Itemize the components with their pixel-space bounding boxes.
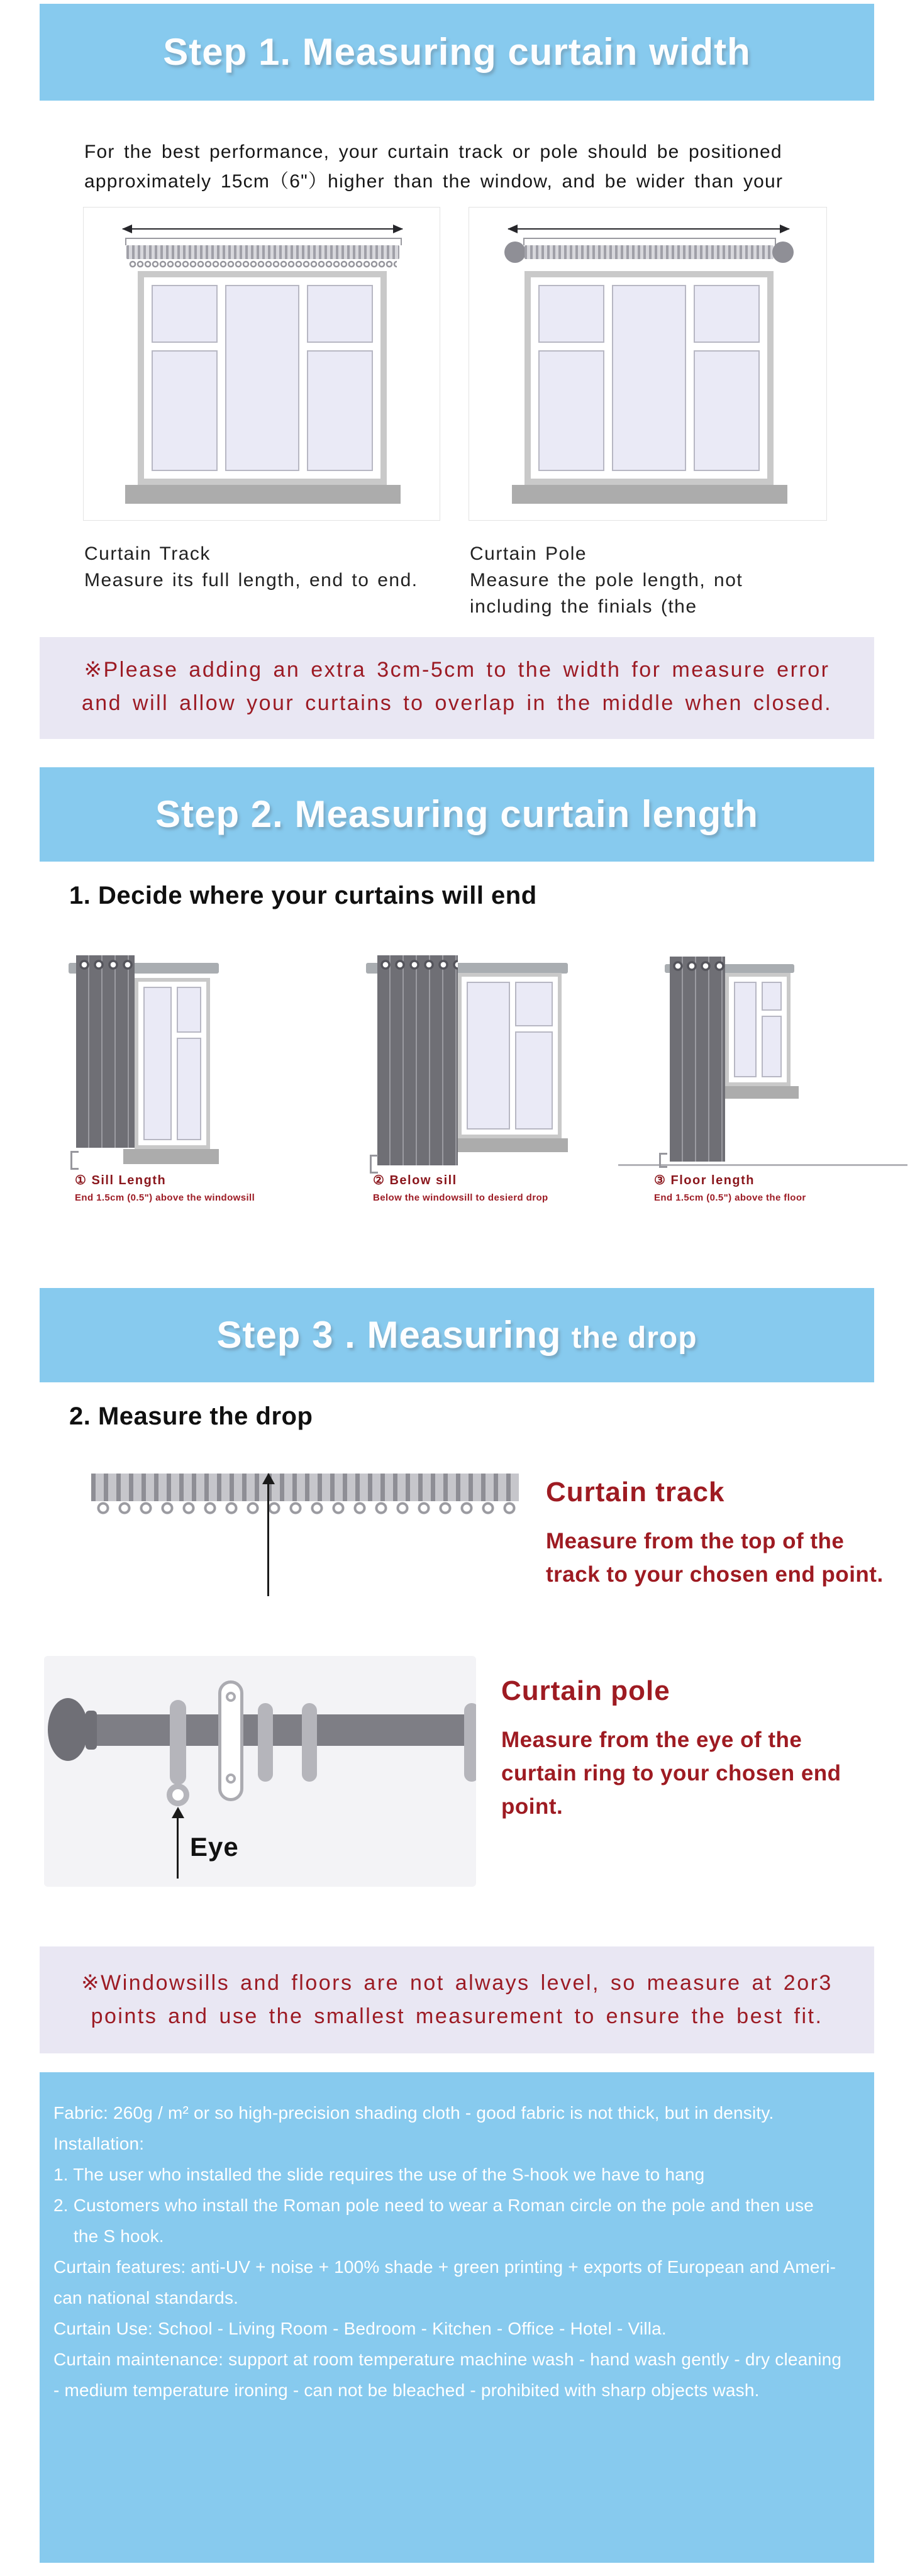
pole-finial-icon [48, 1698, 88, 1761]
windowsill-graphic [512, 485, 787, 504]
curtain-ring-icon [170, 1700, 186, 1785]
curtain-pole-heading: Curtain pole [501, 1675, 670, 1706]
step2-header-text: Step 2. Measuring curtain length [155, 793, 758, 835]
window-column [225, 285, 299, 471]
curtain-pole-instruction-line: curtain ring to your chosen end [501, 1761, 841, 1785]
window-column [467, 982, 510, 1130]
track-hooks-graphic [129, 259, 397, 269]
window-column [734, 982, 757, 1077]
option3-label: ③ Floor length [654, 1174, 755, 1187]
step2-header-banner [40, 767, 874, 862]
curtain-track-caption [84, 541, 418, 594]
window-pane [177, 1038, 201, 1140]
window-pane [694, 350, 760, 471]
curtain-pole-diagram-card [469, 207, 827, 521]
window-graphic [725, 973, 791, 1086]
measure-mark-icon [370, 1155, 378, 1174]
arrowhead-right-icon [780, 225, 790, 233]
curtain-panel-graphic [670, 957, 725, 1162]
window-column [612, 285, 686, 471]
window-column [694, 285, 760, 471]
width-note-box [40, 637, 874, 739]
measure-bracket-icon [523, 238, 776, 245]
curtain-track-instruction-line: track to your chosen end point. [546, 1562, 884, 1587]
option2-label: ② Below sill [373, 1174, 457, 1187]
window-column [515, 982, 553, 1130]
detail-line: Installation: [53, 2134, 145, 2153]
detail-line: 1. The user who installed the slide requires the use of the S-hook we have to hang [53, 2165, 705, 2184]
eye-label: Eye [190, 1832, 239, 1862]
step3-header-subtext: the drop [571, 1321, 697, 1355]
option1-label: ① Sill Length [75, 1174, 167, 1187]
detail-line: Curtain Use: School - Living Room - Bedroom - Kitchen - Office - Hotel - Villa. [53, 2319, 667, 2338]
step3-header-banner [40, 1288, 874, 1382]
up-arrow-icon [262, 1473, 275, 1484]
curtain-pole-caption-line: including the finials (the [470, 596, 697, 617]
width-arrow-icon [508, 228, 789, 230]
grommet-icons [77, 958, 135, 971]
window-pane [762, 1016, 782, 1077]
window-pane [734, 982, 757, 1077]
curtain-track-diagram-card [83, 207, 440, 521]
step3-header-text: Step 3 . Measuring [216, 1314, 562, 1356]
curtain-ring-icon [258, 1703, 273, 1782]
detail-line: the S hook. [53, 2226, 164, 2246]
window-pane [307, 285, 373, 343]
detail-line: 2. Customers who install the Roman pole need to wear a Roman circle on the pole and then use [53, 2196, 814, 2215]
step1-header-text: Step 1. Measuring curtain width [163, 31, 751, 73]
curtain-panel-graphic [377, 955, 458, 1165]
curtain-track-caption-line: Measure its full length, end to end. [84, 570, 418, 591]
step2-subtitle: 1. Decide where your curtains will end [69, 882, 537, 909]
curtain-pole-graphic [524, 245, 774, 259]
track-hooks-graphic [94, 1501, 519, 1516]
window-pane [762, 982, 782, 1011]
curtain-pole-caption-line: Measure the pole length, not [470, 570, 743, 591]
curtain-track-heading: Curtain track [546, 1477, 725, 1507]
detail-line: Fabric: 260g / m² or so high-precision shading cloth - good fabric is not thick, but in density. [53, 2103, 774, 2123]
step1-intro-line1: For the best performance, your curtain track or pole should be positioned [84, 142, 782, 162]
eye-pointer-line [177, 1818, 179, 1879]
step3-subtitle: 2. Measure the drop [69, 1402, 313, 1430]
curtain-track-graphic [91, 1474, 519, 1501]
window-graphic [135, 978, 210, 1149]
window-column [538, 285, 604, 471]
curtain-pole-graphic [94, 1714, 476, 1746]
width-arrow-icon [123, 228, 402, 230]
curtain-track-instruction-line: Measure from the top of the [546, 1529, 845, 1553]
window-column [307, 285, 373, 471]
detail-line: Curtain features: anti-UV + noise + 100% shade + green printing + exports of European and Ameri- [53, 2257, 836, 2277]
windowsill-graphic [717, 1086, 799, 1099]
curtain-pole-caption-title: Curtain Pole [470, 543, 587, 564]
option1-desc: End 1.5cm (0.5") above the windowsill [75, 1192, 255, 1203]
option2-desc: Below the windowsill to desierd drop [373, 1192, 548, 1203]
window-graphic [458, 973, 562, 1138]
level-note-line2: points and use the smallest measurement to ensure the best fit. [91, 2004, 823, 2028]
windowsill-graphic [448, 1138, 568, 1152]
step1-header-banner [40, 4, 874, 101]
product-details-box [40, 2072, 874, 2563]
curtain-pole-instruction-line: point. [501, 1794, 563, 1819]
curtain-pole-drop-diagram [44, 1656, 476, 1887]
arrowhead-left-icon [122, 225, 132, 233]
window-pane [515, 1031, 553, 1130]
option3-desc: End 1.5cm (0.5") above the floor [654, 1192, 806, 1203]
curtain-track-instructions [546, 1524, 884, 1591]
curtain-track-graphic [126, 245, 399, 259]
window-pane [307, 350, 373, 471]
window-column [143, 987, 172, 1140]
window-graphic [138, 271, 387, 485]
arrowhead-right-icon [393, 225, 403, 233]
window-pane [152, 285, 218, 343]
pole-finial-icon [504, 242, 526, 263]
detail-line: can national standards. [53, 2288, 239, 2307]
pole-finial-icon [772, 242, 794, 263]
measure-mark-icon [659, 1153, 667, 1168]
window-pane [612, 285, 686, 471]
window-column [152, 285, 218, 471]
bracket-hole-icon [226, 1692, 236, 1702]
curtain-panel-graphic [76, 955, 135, 1148]
grommet-icons [379, 958, 458, 971]
windowsill-graphic [123, 1149, 219, 1164]
window-pane [467, 982, 510, 1130]
bracket-hole-icon [226, 1774, 236, 1784]
measure-mark-icon [70, 1151, 79, 1170]
window-column [177, 987, 201, 1140]
windowsill-graphic [125, 485, 401, 504]
level-note-box [40, 1946, 874, 2053]
up-arrow-icon [172, 1807, 184, 1818]
detail-line: - medium temperature ironing - can not be bleached - prohibited with sharp objects wash. [53, 2380, 760, 2400]
window-column [762, 982, 782, 1077]
grommet-icons [671, 960, 725, 972]
window-pane [152, 350, 218, 471]
window-pane [177, 987, 201, 1033]
window-pane [694, 285, 760, 343]
width-note-line1: ※Please adding an extra 3cm-5cm to the width for measure error [84, 658, 830, 682]
window-pane [538, 350, 604, 471]
measure-bracket-icon [125, 238, 402, 245]
pole-finial-neck [86, 1711, 97, 1750]
curtain-pole-caption [470, 541, 743, 620]
curtain-pole-instructions [501, 1723, 841, 1823]
drop-measure-line [267, 1484, 269, 1596]
step1-intro-line2: approximately 15cm（6"）higher than the window, and be wider than your [84, 171, 784, 192]
curtain-track-caption-title: Curtain Track [84, 543, 211, 564]
eye-ring-icon [167, 1784, 189, 1806]
level-note-line1: ※Windowsills and floors are not always level, so measure at 2or3 [81, 1971, 833, 1995]
detail-line: Curtain maintenance: support at room temperature machine wash - hand wash gently - dry cleaning [53, 2350, 842, 2369]
curtain-ring-icon [464, 1703, 476, 1782]
curtain-ring-icon [302, 1703, 317, 1782]
window-pane [225, 285, 299, 471]
window-pane [143, 987, 172, 1140]
step1-intro [84, 137, 858, 196]
window-pane [538, 285, 604, 343]
curtain-pole-instruction-line: Measure from the eye of the [501, 1728, 802, 1752]
arrowhead-left-icon [508, 225, 518, 233]
window-pane [515, 982, 553, 1026]
width-note-line2: and will allow your curtains to overlap in the middle when closed. [81, 691, 833, 715]
window-graphic [524, 271, 774, 485]
